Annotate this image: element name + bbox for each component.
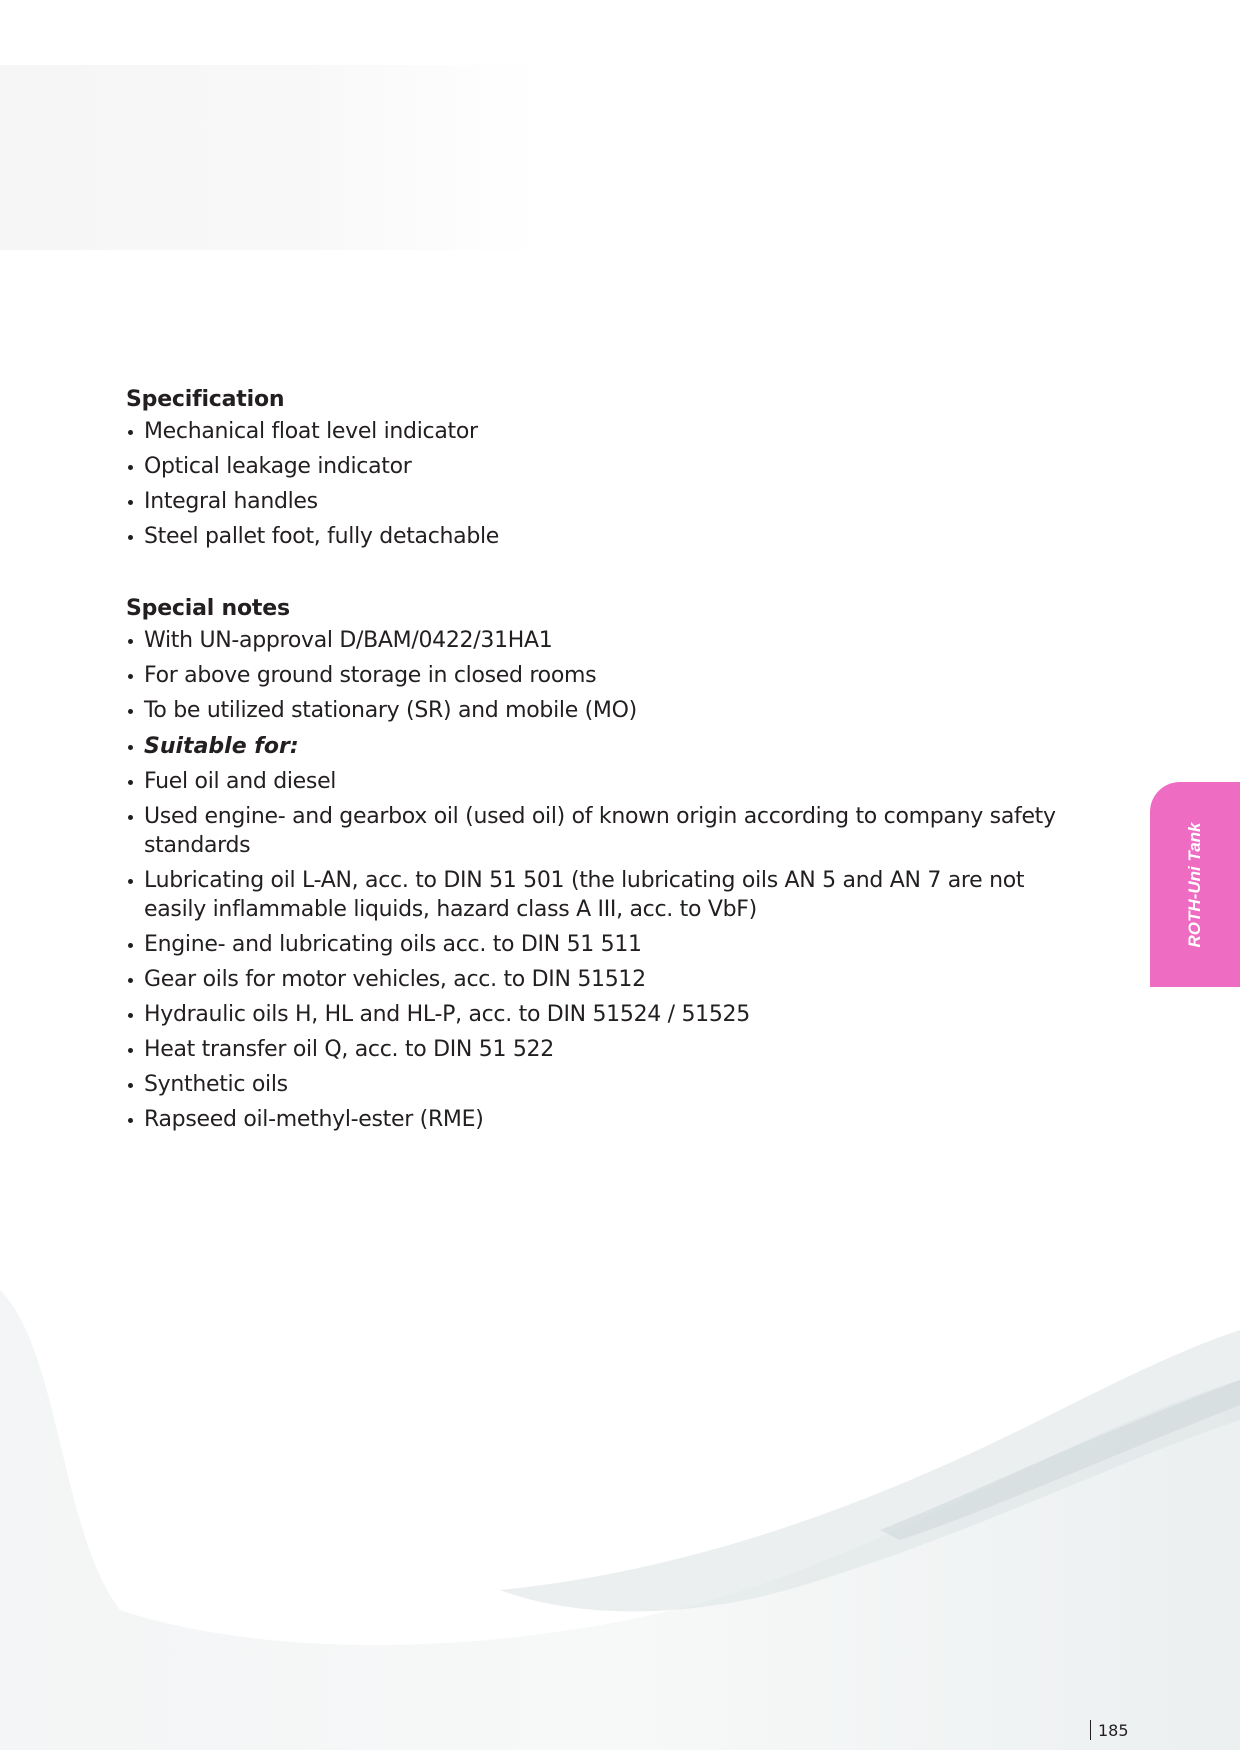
list-item: To be utilized stationary (SR) and mobile (MO) (126, 696, 1056, 725)
list-item: Engine- and lubricating oils acc. to DIN 51 511 (126, 930, 1056, 959)
list-item: Integral handles (126, 487, 1056, 516)
list-item: Heat transfer oil Q, acc. to DIN 51 522 (126, 1035, 1056, 1064)
list-item: Gear oils for motor vehicles, acc. to DIN 51512 (126, 965, 1056, 994)
list-item: Synthetic oils (126, 1070, 1056, 1099)
special-notes-heading: Special notes (126, 596, 290, 621)
section-side-tab (1150, 782, 1240, 987)
list-item: Used engine- and gearbox oil (used oil) of known origin according to company safety standards (126, 802, 1056, 860)
list-item: Steel pallet foot, fully detachable (126, 522, 1056, 551)
page-footer (1090, 1720, 1129, 1740)
list-item: Lubricating oil L-AN, acc. to DIN 51 501 (the lubricating oils AN 5 and AN 7 are not easily inflammable liquids, hazard class A III, acc. to VbF) (126, 866, 1056, 924)
list-item: Fuel oil and diesel (126, 767, 1056, 796)
suitable-for-list (126, 767, 1056, 1134)
specification-heading: Specification (126, 387, 285, 412)
special-notes-list (126, 626, 1056, 725)
list-item: For above ground storage in closed rooms (126, 661, 1056, 690)
main-content (126, 383, 1056, 1140)
list-item: With UN-approval D/BAM/0422/31HA1 (126, 626, 1056, 655)
specification-list (126, 417, 1056, 551)
water-splash-background (0, 1230, 1240, 1750)
list-item: Optical leakage indicator (126, 452, 1056, 481)
list-item: Rapseed oil-methyl-ester (RME) (126, 1105, 1056, 1134)
header-background-shade (0, 65, 545, 250)
suitable-for-label: Suitable for: (126, 732, 1056, 761)
list-item: Hydraulic oils H, HL and HL-P, acc. to DIN 51524 / 51525 (126, 1000, 1056, 1029)
page-number: 185 (1098, 1720, 1129, 1740)
side-tab-label: ROTH-Uni Tank (1185, 822, 1204, 947)
list-item: Mechanical float level indicator (126, 417, 1056, 446)
page-number-divider (1090, 1720, 1091, 1740)
